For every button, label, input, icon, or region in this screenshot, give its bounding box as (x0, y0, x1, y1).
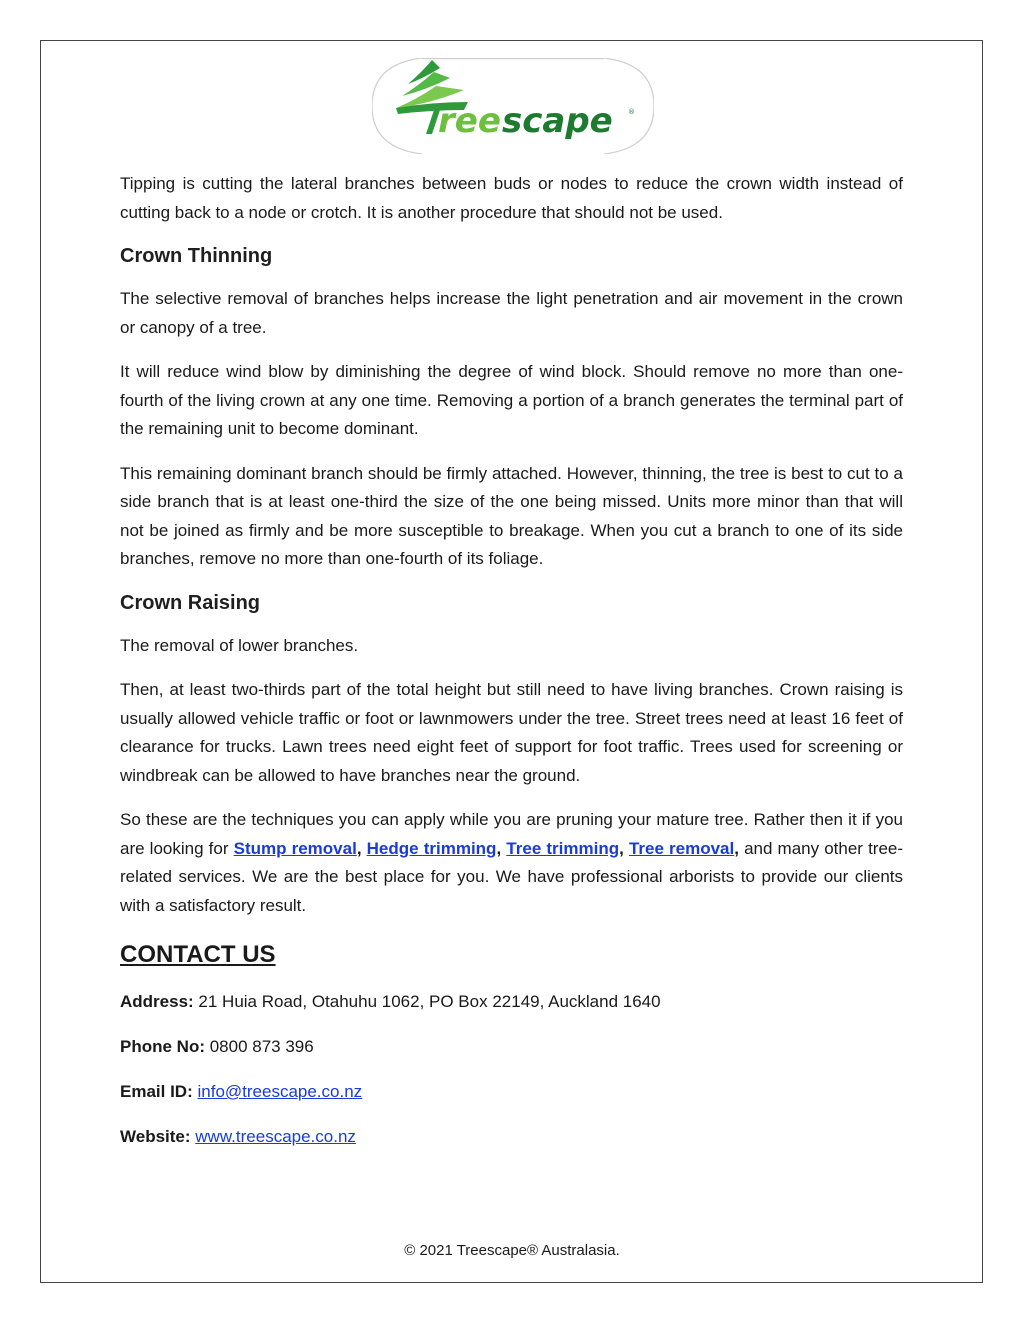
website-line (120, 1123, 903, 1151)
separator: , (734, 838, 739, 858)
crown-raising-paragraph-1: The removal of lower branches. (120, 635, 359, 655)
separator: , (619, 838, 629, 858)
tree-trimming-link[interactable]: Tree trimming (506, 838, 620, 858)
crown-thinning-paragraph-3: This remaining dominant branch should be firmly attached. However, thinning, the tree is best to cut to a side branch that is at least one-third the size of the one being missed. Units more minor than that will not be joined as firmly and be more susceptible to breakage. When you cut a branch to one of its side branches, remove no more than one-fourth of its foliage. (120, 463, 903, 568)
treescape-logo (372, 58, 654, 154)
email-label: Email ID: (120, 1082, 193, 1101)
crown-thinning-paragraph-2: It will reduce wind blow by diminishing the degree of wind block. Should remove no more than one-fourth of the living crown at any one time. Removing a portion of a branch generates the terminal part of the remaining unit to become dominant. (120, 362, 903, 438)
copyright-footer: © 2021 Treescape® Australasia. (404, 1242, 620, 1259)
email-link[interactable]: info@treescape.co.nz (197, 1082, 363, 1101)
address-label: Address: (120, 992, 194, 1011)
closing-text-before: So these are the techniques you can apply while you are pruning your mature tree. Rather then it if you are looking for (120, 810, 903, 858)
crown-thinning-paragraph-1: The selective removal of branches helps increase the light penetration and air movement in the crown or canopy of a tree. (120, 289, 903, 337)
email-line (120, 1078, 903, 1106)
intro-paragraph: Tipping is cutting the lateral branches between buds or nodes to reduce the crown width instead of cutting back to a node or crotch. It is another procedure that should not be used. (120, 174, 903, 222)
svg-text:®: ® (628, 108, 635, 116)
document-body (120, 170, 903, 1168)
separator: , (496, 838, 507, 858)
website-label: Website: (120, 1127, 191, 1146)
closing-paragraph (120, 806, 903, 920)
logo-text-tree: ree (438, 101, 501, 141)
phone-label: Phone No: (120, 1037, 205, 1056)
contact-heading: CONTACT US (120, 941, 276, 968)
phone-value: 0800 873 396 (205, 1037, 314, 1056)
crown-raising-paragraph-2: Then, at least two-thirds part of the total height but still need to have living branches. Crown raising is usually allowed vehicle traffic or foot or lawnmowers under the tree. Street trees need at least 16 feet of clearance for trucks. Lawn trees need eight feet of support for foot traffic. Trees used for screening or windbreak can be allowed to have branches near the ground. (120, 680, 903, 785)
logo-text-scape: scape (502, 101, 613, 141)
address-value: 21 Huia Road, Otahuhu 1062, PO Box 22149, Auckland 1640 (193, 992, 661, 1011)
tree-removal-link[interactable]: Tree removal (628, 838, 735, 858)
separator: , (356, 838, 367, 858)
phone-line (120, 1033, 903, 1061)
crown-raising-heading: Crown Raising (120, 591, 261, 614)
website-link[interactable]: www.treescape.co.nz (195, 1127, 356, 1146)
stump-removal-link[interactable]: Stump removal (233, 838, 357, 858)
closing-text-after: and many other tree-related services. We are the best place for you. We have professional arborists to provide our clients with a satisfactory result. (120, 838, 904, 915)
address-line (120, 988, 903, 1016)
hedge-trimming-link[interactable]: Hedge trimming (366, 838, 497, 858)
crown-thinning-heading: Crown Thinning (120, 245, 273, 267)
